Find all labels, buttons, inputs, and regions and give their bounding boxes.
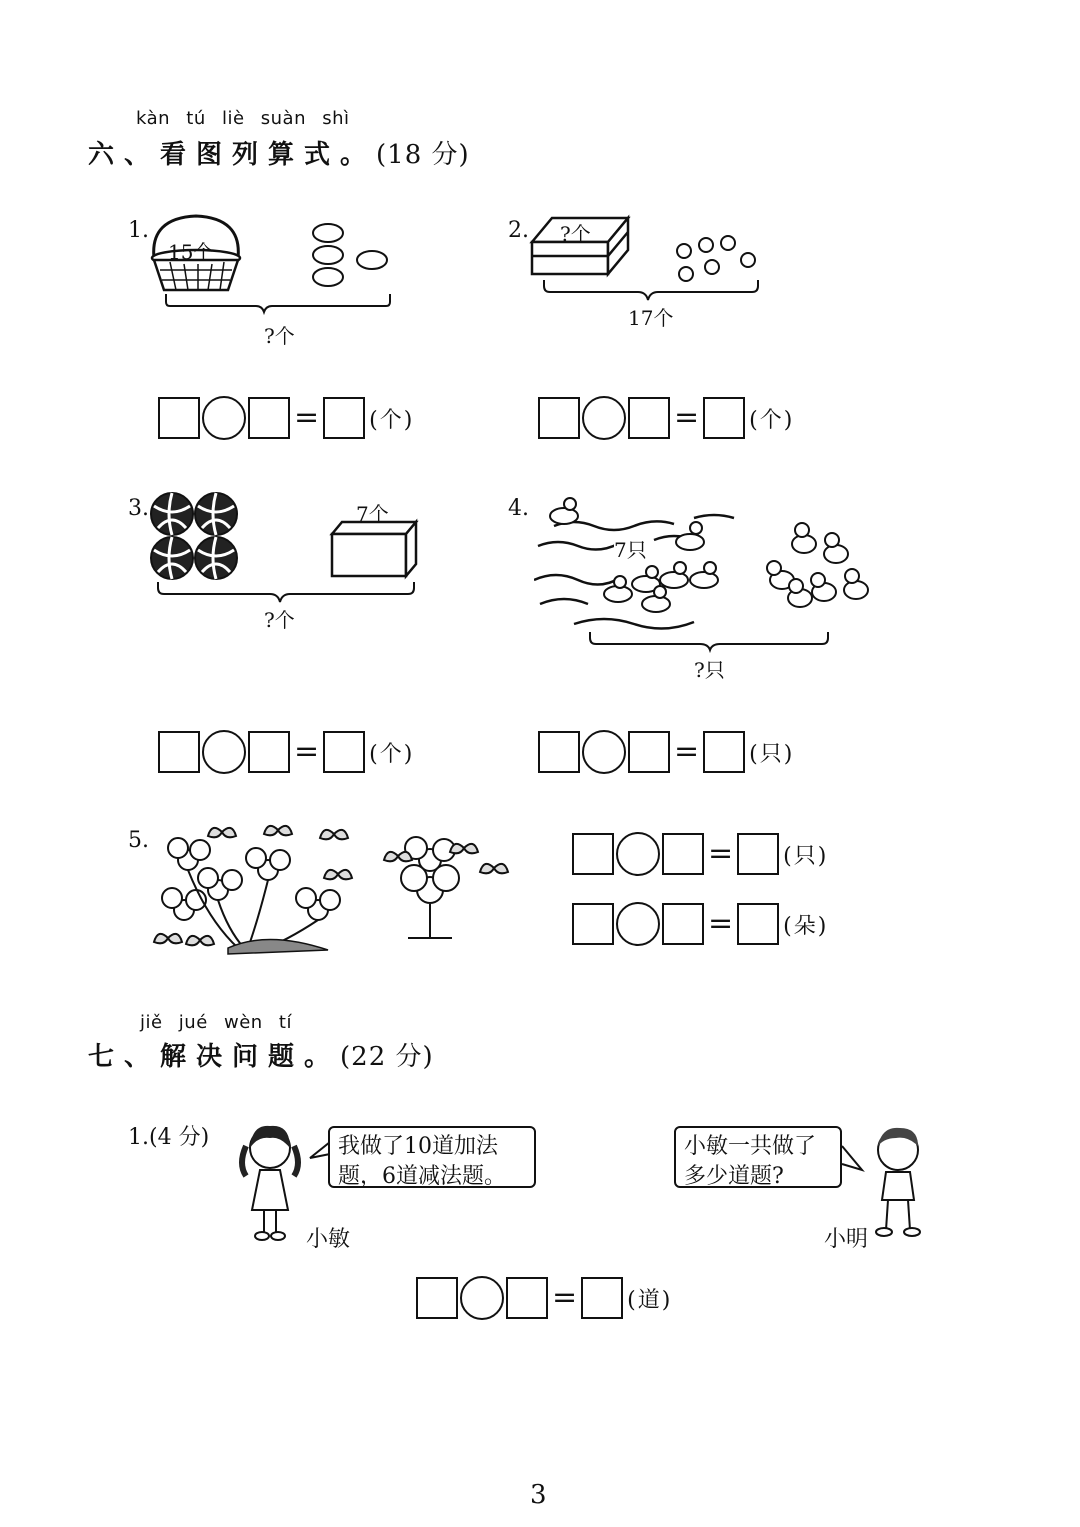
answer-box[interactable] bbox=[158, 731, 200, 773]
answer-box[interactable] bbox=[572, 833, 614, 875]
unit-label: (只) bbox=[749, 741, 795, 767]
equation-q1 bbox=[416, 1276, 672, 1320]
problem3-number: 3. bbox=[128, 496, 149, 521]
unit-label: (只) bbox=[783, 843, 829, 869]
boy-name: 小明 bbox=[824, 1227, 869, 1252]
equals-sign: = bbox=[708, 906, 734, 941]
operator-circle[interactable] bbox=[460, 1276, 504, 1320]
problem4-water-label: 7只 bbox=[614, 534, 647, 563]
answer-box[interactable] bbox=[628, 397, 670, 439]
problem1-total-label: ?个 bbox=[264, 324, 295, 348]
answer-box[interactable] bbox=[248, 731, 290, 773]
equals-sign: = bbox=[294, 734, 320, 769]
unit-label: (个) bbox=[749, 407, 795, 433]
operator-circle[interactable] bbox=[616, 902, 660, 946]
section7-pinyin: jiě jué wèn tí bbox=[140, 1012, 292, 1033]
problem2-total-label: 17个 bbox=[628, 306, 674, 330]
boy-speech-bubble bbox=[674, 1126, 842, 1188]
equals-sign: = bbox=[294, 400, 320, 435]
unit-label: (个) bbox=[369, 407, 415, 433]
unit-label: (朵) bbox=[783, 913, 829, 939]
q1-number: 1.(4 分) bbox=[128, 1125, 210, 1150]
problem4-number: 4. bbox=[508, 496, 529, 521]
equation-5a bbox=[572, 832, 828, 876]
operator-circle[interactable] bbox=[582, 730, 626, 774]
answer-box[interactable] bbox=[538, 731, 580, 773]
equation-3 bbox=[158, 730, 414, 774]
section6-score: (18 分) bbox=[376, 140, 470, 170]
operator-circle[interactable] bbox=[582, 396, 626, 440]
operator-circle[interactable] bbox=[616, 832, 660, 876]
volleyball-icons bbox=[151, 493, 237, 579]
section6-pinyin: kàn tú liè suàn shì bbox=[136, 108, 350, 129]
answer-box[interactable] bbox=[662, 833, 704, 875]
section6-heading bbox=[88, 134, 470, 171]
result-box[interactable] bbox=[737, 833, 779, 875]
equals-sign: = bbox=[674, 400, 700, 435]
section7-score: (22 分) bbox=[340, 1042, 434, 1072]
problem4-total-label: ?只 bbox=[694, 658, 725, 682]
operator-circle[interactable] bbox=[202, 396, 246, 440]
problem5-figure bbox=[148, 820, 518, 970]
result-box[interactable] bbox=[323, 731, 365, 773]
problem3-figure bbox=[144, 488, 434, 608]
answer-box[interactable] bbox=[158, 397, 200, 439]
unit-label: (道) bbox=[627, 1287, 673, 1313]
answer-box[interactable] bbox=[628, 731, 670, 773]
result-box[interactable] bbox=[323, 397, 365, 439]
result-box[interactable] bbox=[581, 1277, 623, 1319]
equation-4 bbox=[538, 730, 794, 774]
problem2-box-label: ?个 bbox=[560, 222, 591, 246]
open-box-icon bbox=[332, 522, 416, 576]
answer-box[interactable] bbox=[506, 1277, 548, 1319]
equals-sign: = bbox=[674, 734, 700, 769]
answer-box[interactable] bbox=[248, 397, 290, 439]
boy-icon bbox=[862, 1116, 932, 1246]
problem5-number: 5. bbox=[128, 828, 149, 853]
answer-box[interactable] bbox=[538, 397, 580, 439]
page-number: 3 bbox=[530, 1480, 547, 1510]
equation-2 bbox=[538, 396, 794, 440]
boy-speech-line1: 小敏一共做了 bbox=[684, 1134, 817, 1159]
equals-sign: = bbox=[708, 836, 734, 871]
answer-box[interactable] bbox=[572, 903, 614, 945]
girl-speech-bubble bbox=[328, 1126, 536, 1188]
result-box[interactable] bbox=[737, 903, 779, 945]
problem4-figure bbox=[534, 494, 884, 654]
girl-speech-line1: 我做了10道加法 bbox=[338, 1134, 498, 1159]
problem1-number: 1. bbox=[128, 218, 149, 243]
problem3-total-label: ?个 bbox=[264, 608, 295, 632]
answer-box[interactable] bbox=[416, 1277, 458, 1319]
girl-speech-line2: 题，6道减法题。 bbox=[338, 1164, 506, 1189]
girl-icon bbox=[234, 1118, 304, 1248]
result-box[interactable] bbox=[703, 397, 745, 439]
equation-1 bbox=[158, 396, 414, 440]
ball-icons bbox=[677, 236, 755, 281]
equals-sign: = bbox=[552, 1280, 578, 1315]
problem1-basket-label: 15个 bbox=[168, 240, 214, 264]
section7-heading bbox=[88, 1036, 434, 1073]
problem2-number: 2. bbox=[508, 218, 529, 243]
problem3-box-label: 7个 bbox=[356, 502, 389, 526]
section7-title: 七、解决问题。 bbox=[88, 1042, 341, 1072]
equation-5b bbox=[572, 902, 828, 946]
section6-title: 六、看图列算式。 bbox=[88, 140, 377, 170]
egg-icons bbox=[313, 224, 387, 286]
boy-speech-line2: 多少道题? bbox=[684, 1164, 784, 1189]
girl-name: 小敏 bbox=[306, 1227, 351, 1252]
result-box[interactable] bbox=[703, 731, 745, 773]
unit-label: (个) bbox=[369, 741, 415, 767]
operator-circle[interactable] bbox=[202, 730, 246, 774]
answer-box[interactable] bbox=[662, 903, 704, 945]
